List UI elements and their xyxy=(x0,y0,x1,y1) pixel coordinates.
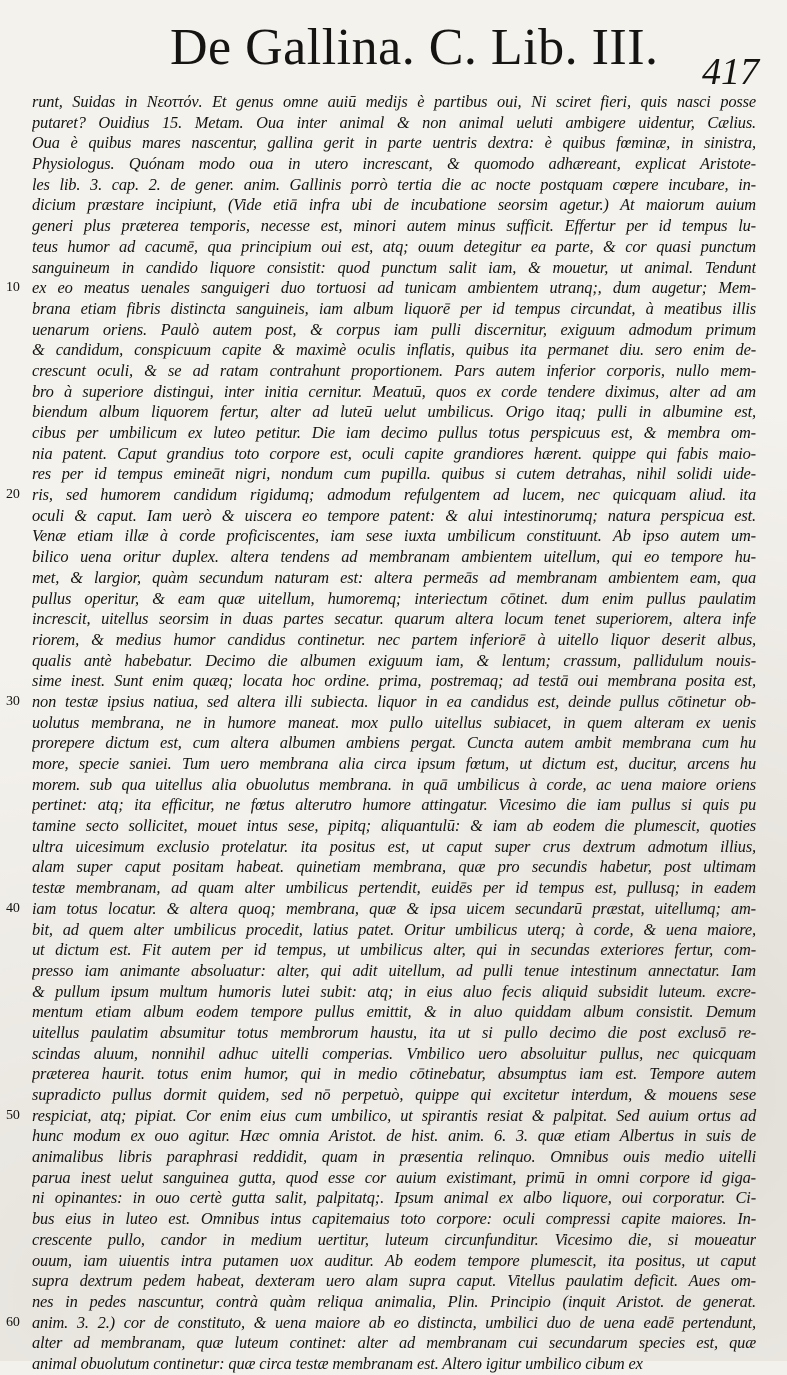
body-text xyxy=(6,92,756,1375)
text-line: pullus operitur, & eam quæ uitellum, humoremq; interiectum cōtinet. dum enim pullus paulatim xyxy=(32,588,756,608)
text-line: presso iam animante absoluatur: alter, qui adit uitellum, ad pulli tenue intestinum annectatur. Iam xyxy=(32,960,756,980)
text-line: ouum, iam uiuentis intra putamen uox auditur. Ab eodem tempore plumescit, ita positus, ut caput xyxy=(32,1250,756,1270)
text-line: supradicto pullus dormit quidem, sed nō perpetuò, quippe qui excitetur interdum, & mouens sese xyxy=(32,1085,756,1104)
text-line: respiciat, atq; pipiat. Cor enim eius cum umbilico, ut spirantis resiat & palpitat. Sed auium ortus ad 50 xyxy=(6,1105,756,1125)
text-line: morem. sub qua uitellus alia obuolutus membrana. in quā umbilicus à corde, ac uena maiore oriens xyxy=(32,774,756,794)
text-line: & pullum ipsum multum humoris lutei subit: atq; in eius aluo fecis aliquid subsidit luteum. excre- xyxy=(32,981,756,1001)
text-line: uolutus membrana, ne in humore maneat. mox pullo uitellus subiacet, in quem alteram ex uenis xyxy=(32,712,756,732)
text-line: Oua è quibus mares nascentur, gallina gerit in parte uentris dextra: è quibus fœminæ, in sinistra, xyxy=(32,133,756,153)
text-line: uenarum oriens. Paulò autem post, & corpus iam pulli discernitur, exiguum admodum primum xyxy=(32,319,756,339)
text-line: bit, ad quem alter umbilicus procedit, latius patet. Oritur umbilicus uterq; à corde, & uena maiore, xyxy=(32,919,756,939)
text-line: generi plus præterea temporis, necesse est, minori autem minus sufficit. Effertur per id tempus lu- xyxy=(32,216,756,236)
text-line: brana etiam fibris distincta sanguineis, iam album liquorē per id tempus circundat, à meatibus illis xyxy=(32,298,756,318)
text-line: Physiologus. Quónam modo oua in utero increscant, & quomodo adhæreant, explicat Aristote- xyxy=(32,154,756,174)
text-line: bilico uena oritur duplex. altera tendens ad membranam ambientem uitellum, qui eo tempore hu- xyxy=(32,547,756,567)
text-line: nia patent. Caput grandius toto corpore est, oculi capite grandiores hærent. quippe qui fabis maio- xyxy=(32,443,756,463)
text-line: pertinet: atq; ita efficitur, ne fœtus alterutro humore attingatur. Vicesimo die iam pullus si quis pu xyxy=(32,795,756,815)
text-line: oculi & caput. Iam uerò & uiscera eo tempore patent: & alui intestinorumq; natura perspicua est. xyxy=(32,505,756,525)
text-line: anim. 3. 2.) cor de constituto, & uena maiore ab eo distincta, umbilici duo de uena eadē pertendunt, 60 xyxy=(6,1312,756,1332)
text-line: increscit, uitellus seorsim in duas partes secatur. quarum altera locum tenet superiorem, altera infe xyxy=(32,609,756,629)
line-number: 50 xyxy=(6,1107,20,1123)
text-line: iam totus locatur. & altera quoq; membrana, quæ & ipsa uicem secundarū præstat, uitellumq; am- 40 xyxy=(6,898,756,918)
text-line: parua inest uelut sanguinea gutta, quod esse cor auium existimant, primū in omni corpore id giga- xyxy=(32,1167,756,1187)
text-line: bro à superiore distingui, inter initia cernitur. Meatuū, quos ex corde tendere diximus, alter ad am xyxy=(32,381,756,401)
text-line: teus humor ad cacumē, qua principium oui est, atq; ouum detegitur ea parte, & cor quasi punctum xyxy=(32,236,756,256)
line-number: 20 xyxy=(6,487,20,503)
text-line: scindas aluum, nonnihil adhuc uitelli comperias. Vmbilico uero absoluitur pullus, nec quicquam xyxy=(32,1043,756,1063)
page-header xyxy=(0,18,787,93)
text-line: animalibus libris paraphrasi reddidit, quam in præsentia relinquo. Omnibus ouis medio uitelli xyxy=(32,1147,756,1167)
text-line: runt, Suidas in Νεοττόν. Et genus omne auiū medijs è partibus oui, Ni sciret fieri, quis nasci posse xyxy=(32,92,756,111)
text-line: & candidum, conspicuum capite & maximè oculis inflatis, quibus ita permanet diu. sero enim de- xyxy=(32,340,756,360)
text-line: tamine secto sollicitet, mouet intus sese, pipitq; aliquantulū: & iam ab eodem die plumescit, quoties xyxy=(32,816,756,836)
text-line: Venæ etiam illæ à corde proficiscentes, iam sese iuxta umbilicum constituunt. Ab ipso autem um- xyxy=(32,526,756,546)
text-line: præterea haurit. totus enim humor, qui in medio cōtinebatur, absumptus iam est. Tempore autem xyxy=(32,1064,756,1084)
text-line: biendum album liquorem fertur, alter ad luteū uelut umbilicus. Origo itaq; pulli in albumine est, xyxy=(32,402,756,422)
text-line: non testæ ipsius natiua, sed altera illi subiecta. liquor in ea candidus est, deinde pullus cōtinetur ob- 30 xyxy=(6,691,756,711)
text-line: mentum etiam album eodem tempore pullus emittit, & in aluo quiddam album consistit. Demum xyxy=(32,1002,756,1022)
text-line: ut dictum est. Fit autem per id tempus, ut umbilicus alter, qui in secundas exteriores fertur, com- xyxy=(32,940,756,960)
text-line: ultra uicesimum exclusio protelatur. ita positus est, ut caput super crus dextrum admotum illius, xyxy=(32,836,756,856)
text-line: ris, sed humorem candidum rigidumq; admodum refulgentem ad lucem, nec quicquam aliud. ita 20 xyxy=(6,485,756,505)
text-line: more, specie saniei. Tum uero membrana alia circa ipsum fœtum, ut dictum est, ducitur, arcens hu xyxy=(32,754,756,773)
text-line: bus eius in luteo est. Omnibus intus capitemaius toto corpore: oculi compressi capite maiores. In- xyxy=(32,1209,756,1229)
text-line: sanguineum in candido liquore consistit: quod punctum salit iam, & mouetur, ut animal. Tendunt xyxy=(32,257,756,277)
page-number: 417 xyxy=(702,51,759,93)
line-number: 10 xyxy=(6,280,20,296)
text-line: crescunt oculi, & se ad ratam contrahunt proportionem. Pars autem inferior corporis, nullo mem- xyxy=(32,360,756,380)
line-number: 30 xyxy=(6,693,20,709)
text-line: sime inest. Sunt enim quæq; locata hoc ordine. prima, postremaq; ad testā oui membrana posita est, xyxy=(32,671,756,691)
text-line: ex eo meatus uenales sanguigeri duo tortuosi ad tunicam ambientem utranq;, dum augetur; Mem- 10 xyxy=(6,278,756,298)
line-number: 60 xyxy=(6,1314,20,1330)
text-line: riorem, & medius humor candidus continetur. nec partem inferiorē à uitello liquor deserit albus, xyxy=(32,629,756,649)
text-line: cibus per umbilicum ex luteo petitur. Die iam decimo pullus totus perspicuus est, & membra om- xyxy=(32,423,756,442)
text-line: res per id tempus emineāt nigri, nondum cum pupilla. quibus si cutem detrahas, nihil solidi uide- xyxy=(32,464,756,484)
text-line: dicium præstare incipiunt, (Vide etiā infra ubi de incubatione seorsim agetur.) At maiorum auium xyxy=(32,195,756,215)
text-line: supra dextrum pedem habeat, dexteram uero alam supra caput. Vitellus paulatim deficit. Aues om- xyxy=(32,1271,756,1291)
text-line: putaret? Ouidius 15. Metam. Oua inter animal & non animal ueluti ambigere uidentur, Cælius. xyxy=(32,112,756,132)
text-line: alam super caput positam habeat. quinetiam membrana, quæ pro secundis habetur, post ultimam xyxy=(32,857,756,877)
text-line: animal obuolutum continetur: quæ circa testæ membranam est. Altero igitur umbilico cibum ex xyxy=(32,1353,643,1373)
text-line: nes in pedes nascuntur, contrà quàm reliqua animalia, Plin. Principio (inquit Aristot. de generat. xyxy=(32,1291,756,1311)
text-line: crescente pullo, candor in medium uertitur, luteum circunfunditur. Vicesimo die, si moueatur xyxy=(32,1229,756,1249)
text-line: met, & largior, quàm secundum naturam est: altera permeās ad membranam ambientem eam, qua xyxy=(32,567,756,587)
text-line: les lib. 3. cap. 2. de gener. anim. Gallinis porrò tertia die ac nocte postquam cœpere incubare, in- xyxy=(32,174,756,194)
text-line: prorepere dictum est, cum altera albumen ambiens pergat. Cuncta autem ambit membrana cum hu xyxy=(32,733,756,753)
text-line: hunc modum ex ouo agitur. Hæc omnia Aristot. de hist. anim. 6. 3. quæ etiam Albertus in suis de xyxy=(32,1126,756,1146)
text-line: ni opinantes: in ouo certè gutta salit, palpitatq;. Ipsum animal ex albo liquore, oui corporatur. Ci- xyxy=(32,1188,756,1208)
text-line: uitellus paulatim absumitur totus membrorum haustu, ita ut si pullo decimo die post exclusō re- xyxy=(32,1022,756,1042)
line-number: 40 xyxy=(6,900,20,916)
text-line: testæ membranam, ad quam alter umbilicus pertendit, euidēs per id tempus est, pullusq; in eadem xyxy=(32,878,756,898)
text-line: alter ad membranam, quæ luteum continet: alter ad membranam cui secundarum species est, quæ xyxy=(32,1333,756,1353)
running-title: De Gallina. C. Lib. III. xyxy=(170,19,659,76)
text-line: qualis antè habebatur. Decimo die albumen exiguum iam, & lentum; crassum, pallidulum nouis- xyxy=(32,650,756,670)
